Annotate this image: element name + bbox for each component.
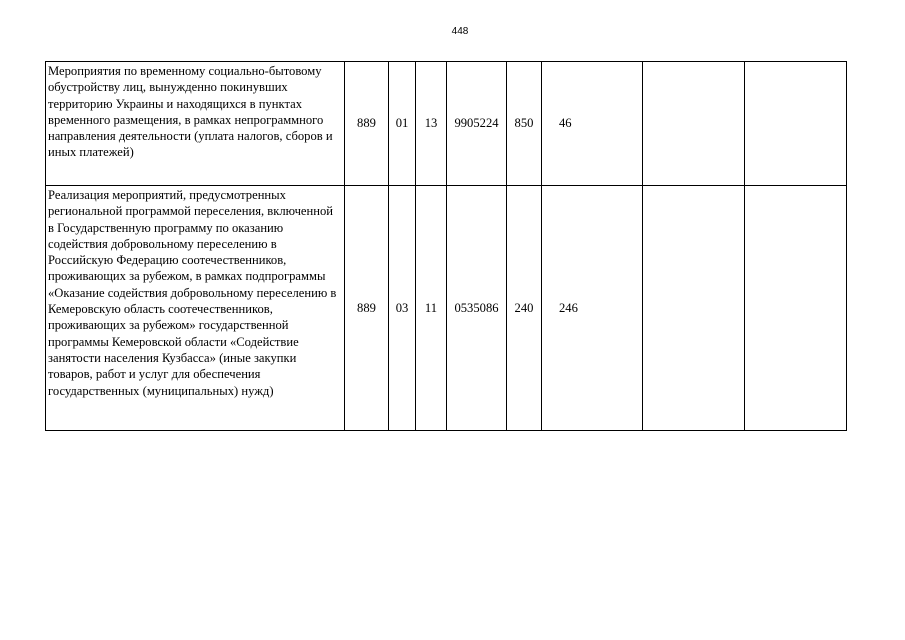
ministry-code: 889 — [345, 62, 389, 186]
expense-type-code: 850 — [507, 62, 542, 186]
section-code: 03 — [389, 186, 416, 431]
amount-value: 246 — [542, 186, 643, 431]
table-row — [46, 62, 847, 186]
empty-cell — [643, 186, 745, 431]
ministry-code: 889 — [345, 186, 389, 431]
budget-table — [45, 61, 847, 431]
subsection-code: 11 — [416, 186, 447, 431]
empty-cell — [745, 62, 847, 186]
row-description: Мероприятия по временному социально-бытовому обустройству лиц, вынужденно покинувших территорию Украины и находящихся в пунктах временного размещения, в рамках непрограммного направления деятельности (уплата налогов, сборов и иных платежей) — [46, 62, 345, 186]
table-row — [46, 186, 847, 431]
target-article-code: 0535086 — [447, 186, 507, 431]
row-description: Реализация мероприятий, предусмотренных региональной программой переселения, включенной в Государственную программу по оказанию содействия добровольному переселению в Российскую Федерацию соотечественников, проживающих за рубежом, в рамках подпрограммы «Оказание содействия добровольному переселению в Кемеровскую область соотечественников, проживающих за рубежом» государственной программы Кемеровской области «Содействие занятости населения Кузбасса» (иные закупки товаров, работ и услуг для обеспечения государственных (муниципальных) нужд) — [46, 186, 345, 431]
empty-cell — [643, 62, 745, 186]
page-number: 448 — [451, 26, 469, 37]
amount-value: 46 — [542, 62, 643, 186]
subsection-code: 13 — [416, 62, 447, 186]
empty-cell — [745, 186, 847, 431]
section-code: 01 — [389, 62, 416, 186]
target-article-code: 9905224 — [447, 62, 507, 186]
expense-type-code: 240 — [507, 186, 542, 431]
